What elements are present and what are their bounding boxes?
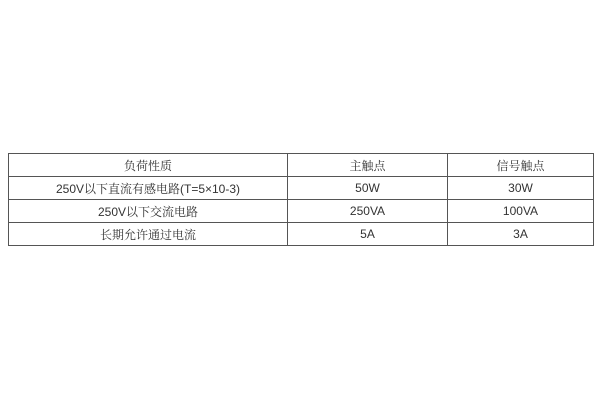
table-cell: 250V以下直流有感电路(T=5×10-3) bbox=[9, 177, 288, 200]
table-cell: 3A bbox=[448, 223, 594, 246]
header-cell-load-nature: 负荷性质 bbox=[9, 154, 288, 177]
table-row bbox=[9, 177, 594, 200]
table-cell: 长期允许通过电流 bbox=[9, 223, 288, 246]
contact-load-spec-table bbox=[8, 153, 594, 246]
table-cell: 100VA bbox=[448, 200, 594, 223]
table-cell: 50W bbox=[288, 177, 448, 200]
header-cell-main-contact: 主触点 bbox=[288, 154, 448, 177]
table-header-row bbox=[9, 154, 594, 177]
table-cell: 250VA bbox=[288, 200, 448, 223]
table-row bbox=[9, 200, 594, 223]
table-cell: 5A bbox=[288, 223, 448, 246]
table-row bbox=[9, 223, 594, 246]
header-cell-signal-contact: 信号触点 bbox=[448, 154, 594, 177]
table-cell: 250V以下交流电路 bbox=[9, 200, 288, 223]
table-cell: 30W bbox=[448, 177, 594, 200]
